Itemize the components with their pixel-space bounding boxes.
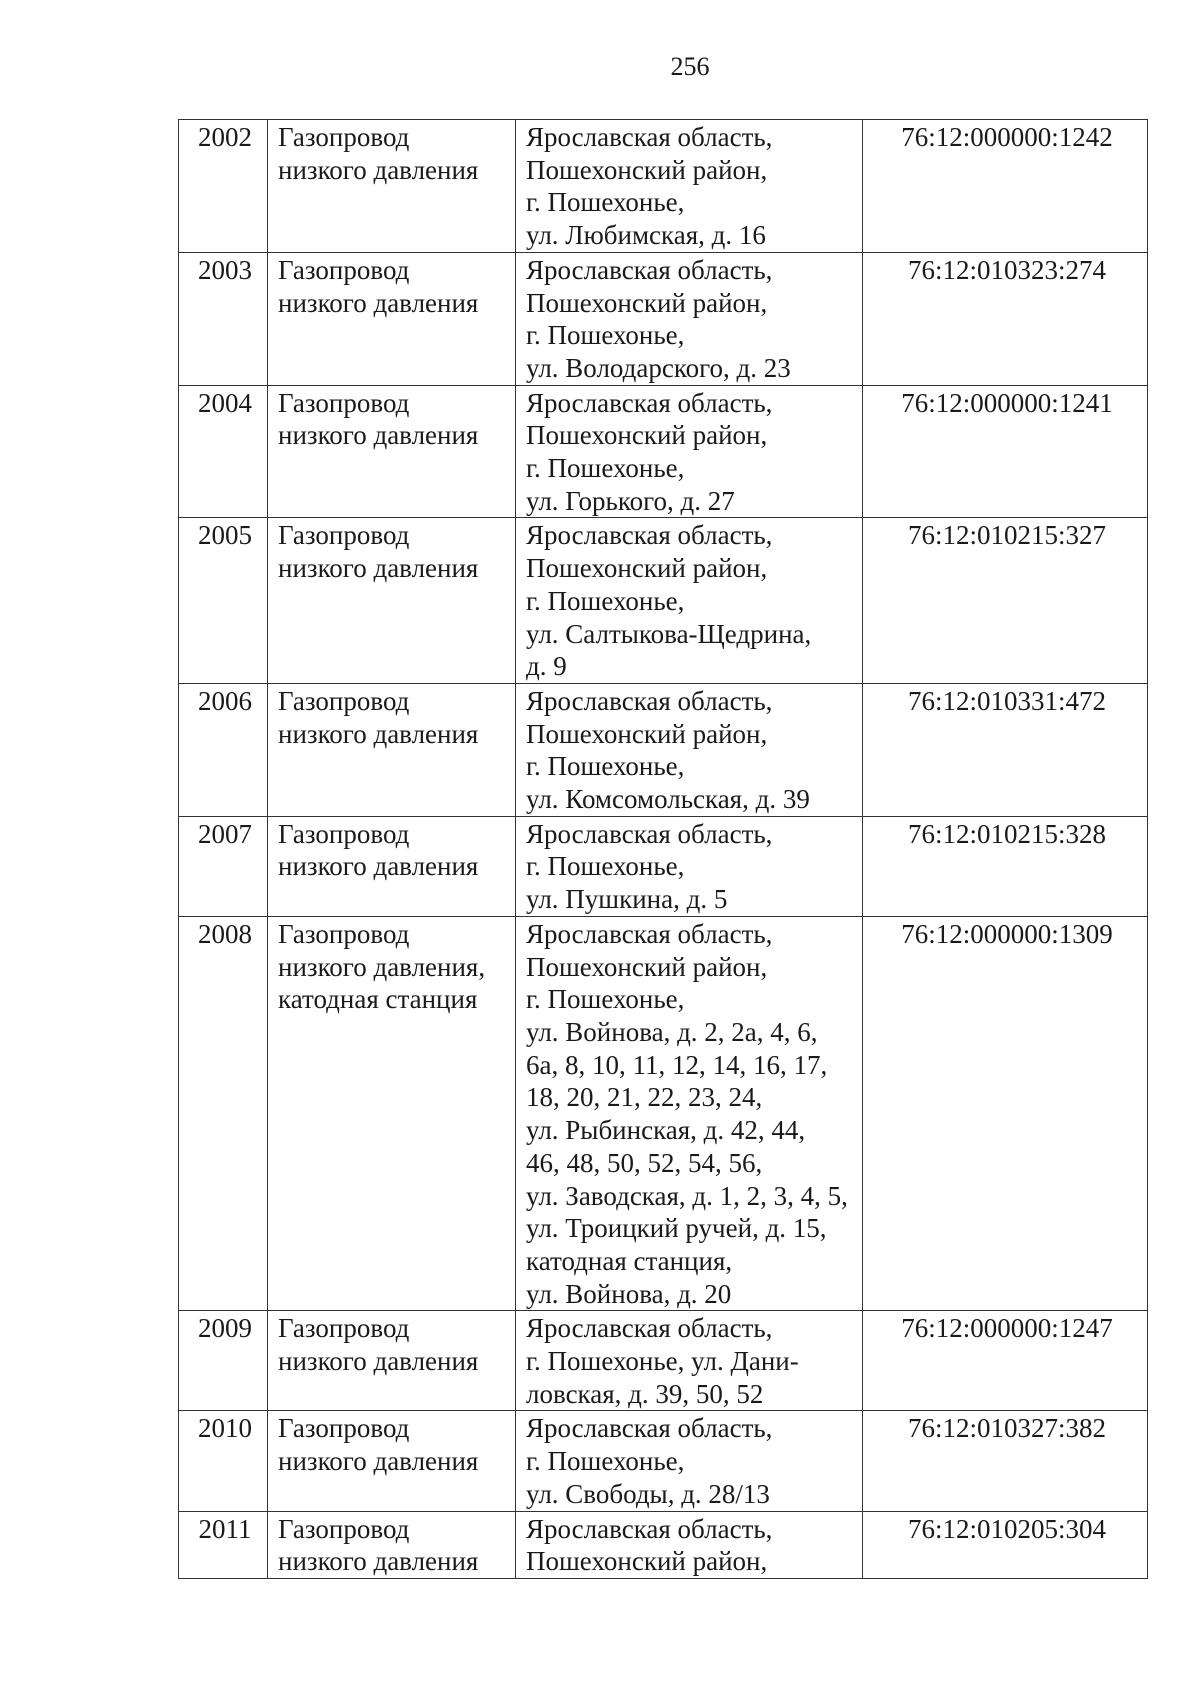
object-name: Газопровод низкого давления bbox=[268, 518, 516, 684]
row-number: 2007 bbox=[179, 816, 268, 916]
object-address: Ярославская область, Пошехонский район, г. Пошехонье, ул. Салтыкова-Щедрина, д. 9 bbox=[516, 518, 863, 684]
cadastral-number: 76:12:010331:472 bbox=[863, 683, 1148, 816]
object-name: Газопровод низкого давления bbox=[268, 816, 516, 916]
object-name: Газопровод низкого давления bbox=[268, 683, 516, 816]
object-address: Ярославская область, Пошехонский район, г. Пошехонье, ул. Войнова, д. 2, 2а, 4, 6, 6а, 8, 10, 11, 12, 14, 16, 17, 18, 20, 21, 22, 23, 24, ул. Рыбинская, д. 42, 44, 46, 48, 50, 52, 54, 56, ул. Заводская, д. 1, 2, 3, 4, 5, ул. Троицкий ручей, д. 15, катодная станция, ул. Войнова, д. 20 bbox=[516, 916, 863, 1310]
cadastral-number: 76:12:000000:1241 bbox=[863, 385, 1148, 518]
object-name: Газопровод низкого давления bbox=[268, 1511, 516, 1578]
row-number: 2005 bbox=[179, 518, 268, 684]
row-number: 2010 bbox=[179, 1411, 268, 1511]
cadastral-number: 76:12:010215:327 bbox=[863, 518, 1148, 684]
object-address: Ярославская область, Пошехонский район, г. Пошехонье, ул. Володарского, д. 23 bbox=[516, 252, 863, 385]
table-row bbox=[179, 683, 1148, 816]
page-number: 256 bbox=[670, 52, 710, 81]
row-number: 2009 bbox=[179, 1311, 268, 1411]
table-row bbox=[179, 1411, 1148, 1511]
object-name: Газопровод низкого давления bbox=[268, 385, 516, 518]
row-number: 2008 bbox=[179, 916, 268, 1310]
table-row bbox=[179, 1311, 1148, 1411]
object-address: Ярославская область, г. Пошехонье, ул. Дани- ловская, д. 39, 50, 52 bbox=[516, 1311, 863, 1411]
object-address: Ярославская область, Пошехонский район, bbox=[516, 1511, 863, 1578]
cadastral-number: 76:12:010215:328 bbox=[863, 816, 1148, 916]
object-name: Газопровод низкого давления bbox=[268, 120, 516, 253]
row-number: 2006 bbox=[179, 683, 268, 816]
object-address: Ярославская область, г. Пошехонье, ул. Пушкина, д. 5 bbox=[516, 816, 863, 916]
object-name: Газопровод низкого давления bbox=[268, 1311, 516, 1411]
cadastral-number: 76:12:000000:1309 bbox=[863, 916, 1148, 1310]
cadastral-number: 76:12:010327:382 bbox=[863, 1411, 1148, 1511]
object-address: Ярославская область, Пошехонский район, г. Пошехонье, ул. Любимская, д. 16 bbox=[516, 120, 863, 253]
row-number: 2011 bbox=[179, 1511, 268, 1578]
table-row bbox=[179, 916, 1148, 1310]
object-address: Ярославская область, Пошехонский район, г. Пошехонье, ул. Комсомольская, д. 39 bbox=[516, 683, 863, 816]
cadastral-number: 76:12:000000:1242 bbox=[863, 120, 1148, 253]
table-row bbox=[179, 816, 1148, 916]
object-name: Газопровод низкого давления bbox=[268, 252, 516, 385]
object-name: Газопровод низкого давления, катодная станция bbox=[268, 916, 516, 1310]
cadastral-number: 76:12:000000:1247 bbox=[863, 1311, 1148, 1411]
table-row bbox=[179, 120, 1148, 253]
object-address: Ярославская область, г. Пошехонье, ул. Свободы, д. 28/13 bbox=[516, 1411, 863, 1511]
cadastral-number: 76:12:010323:274 bbox=[863, 252, 1148, 385]
table-row bbox=[179, 385, 1148, 518]
row-number: 2004 bbox=[179, 385, 268, 518]
object-address: Ярославская область, Пошехонский район, г. Пошехонье, ул. Горького, д. 27 bbox=[516, 385, 863, 518]
registry-table bbox=[178, 119, 1148, 1579]
cadastral-number: 76:12:010205:304 bbox=[863, 1511, 1148, 1578]
row-number: 2002 bbox=[179, 120, 268, 253]
table-row bbox=[179, 518, 1148, 684]
row-number: 2003 bbox=[179, 252, 268, 385]
table-row bbox=[179, 1511, 1148, 1578]
object-name: Газопровод низкого давления bbox=[268, 1411, 516, 1511]
table-row bbox=[179, 252, 1148, 385]
